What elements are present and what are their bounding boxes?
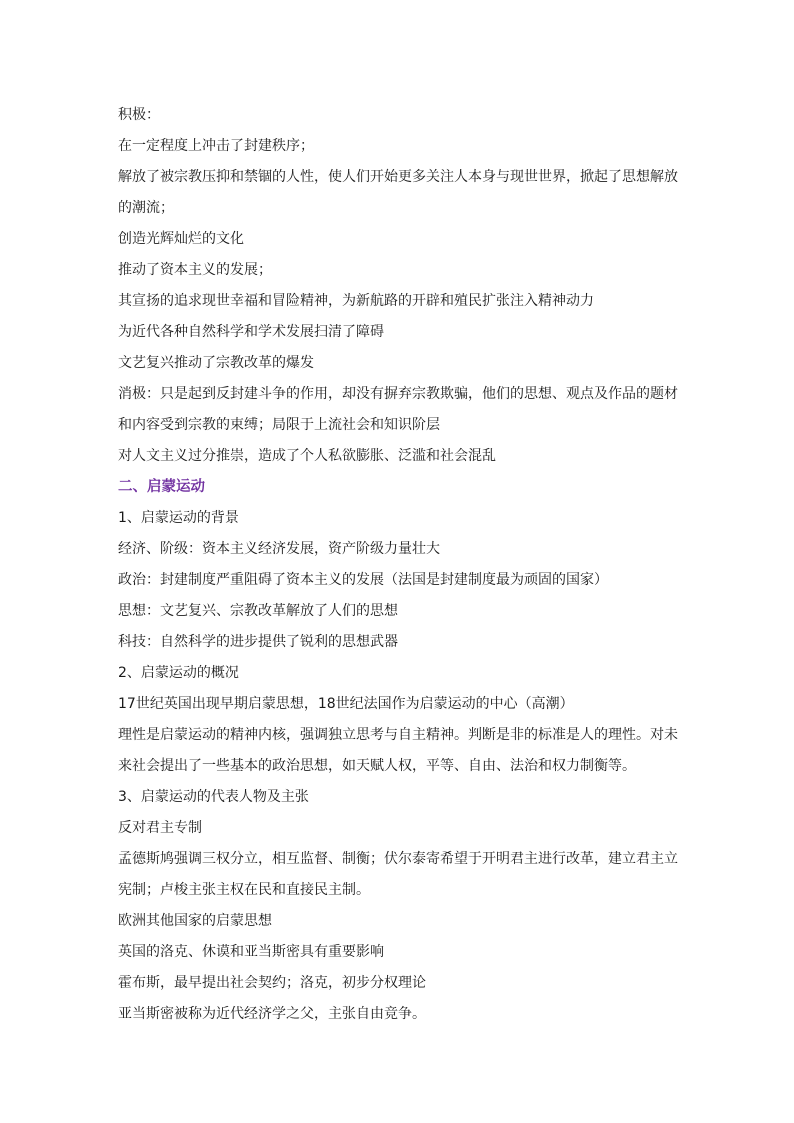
- paragraph: 霍布斯，最早提出社会契约；洛克，初步分权理论: [118, 975, 426, 991]
- paragraph: 在一定程度上冲击了封建秩序；: [118, 138, 314, 154]
- paragraph: 解放了被宗教压抑和禁锢的人性，使人们开始更多关注人本身与现世世界，掀起了思想解放的潮流；: [118, 169, 678, 216]
- paragraph: 消极：只是起到反封建斗争的作用，却没有摒弃宗教欺骗，他们的思想、观点及作品的题材和内容受到宗教的束缚；局限于上流社会和知识阶层: [118, 386, 678, 433]
- paragraph: 为近代各种自然科学和学术发展扫清了障碍: [118, 324, 384, 340]
- positive-label: 积极：: [118, 107, 160, 123]
- paragraph: 经济、阶级：资本主义经济发展，资产阶级力量壮大: [118, 541, 440, 557]
- paragraph: 理性是启蒙运动的精神内核，强调独立思考与自主精神。判断是非的标准是人的理性。对未来社会提出了一些基本的政治思想，如天赋人权，平等、自由、法治和权力制衡等。: [118, 727, 678, 774]
- subheading: 2、启蒙运动的概况: [118, 665, 239, 681]
- paragraph: 对人文主义过分推崇，造成了个人私欲膨胀、泛滥和社会混乱: [118, 448, 496, 464]
- paragraph: 亚当斯密被称为近代经济学之父，主张自由竞争。: [118, 1006, 426, 1022]
- paragraph: 文艺复兴推动了宗教改革的爆发: [118, 355, 314, 371]
- paragraph: 孟德斯鸠强调三权分立，相互监督、制衡；伏尔泰寄希望于开明君主进行改革，建立君主立宪制；卢梭主张主权在民和直接民主制。: [118, 851, 678, 898]
- paragraph: 创造光辉灿烂的文化: [118, 231, 244, 247]
- section-heading: 二、启蒙运动: [118, 479, 205, 495]
- document-page: [118, 100, 678, 1030]
- paragraph: 反对君主专制: [118, 820, 202, 836]
- paragraph: 其宣扬的追求现世幸福和冒险精神，为新航路的开辟和殖民扩张注入精神动力: [118, 293, 594, 309]
- paragraph: 思想：文艺复兴、宗教改革解放了人们的思想: [118, 603, 398, 619]
- paragraph: 科技：自然科学的进步提供了锐利的思想武器: [118, 634, 398, 650]
- subheading: 3、启蒙运动的代表人物及主张: [118, 789, 309, 805]
- paragraph: 推动了资本主义的发展；: [118, 262, 272, 278]
- subheading: 1、启蒙运动的背景: [118, 510, 239, 526]
- paragraph: 英国的洛克、休谟和亚当斯密具有重要影响: [118, 944, 384, 960]
- paragraph: 17世纪英国出现早期启蒙思想，18世纪法国作为启蒙运动的中心（高潮）: [118, 696, 574, 712]
- paragraph: 欧洲其他国家的启蒙思想: [118, 913, 272, 929]
- paragraph: 政治：封建制度严重阻碍了资本主义的发展（法国是封建制度最为顽固的国家）: [118, 572, 608, 588]
